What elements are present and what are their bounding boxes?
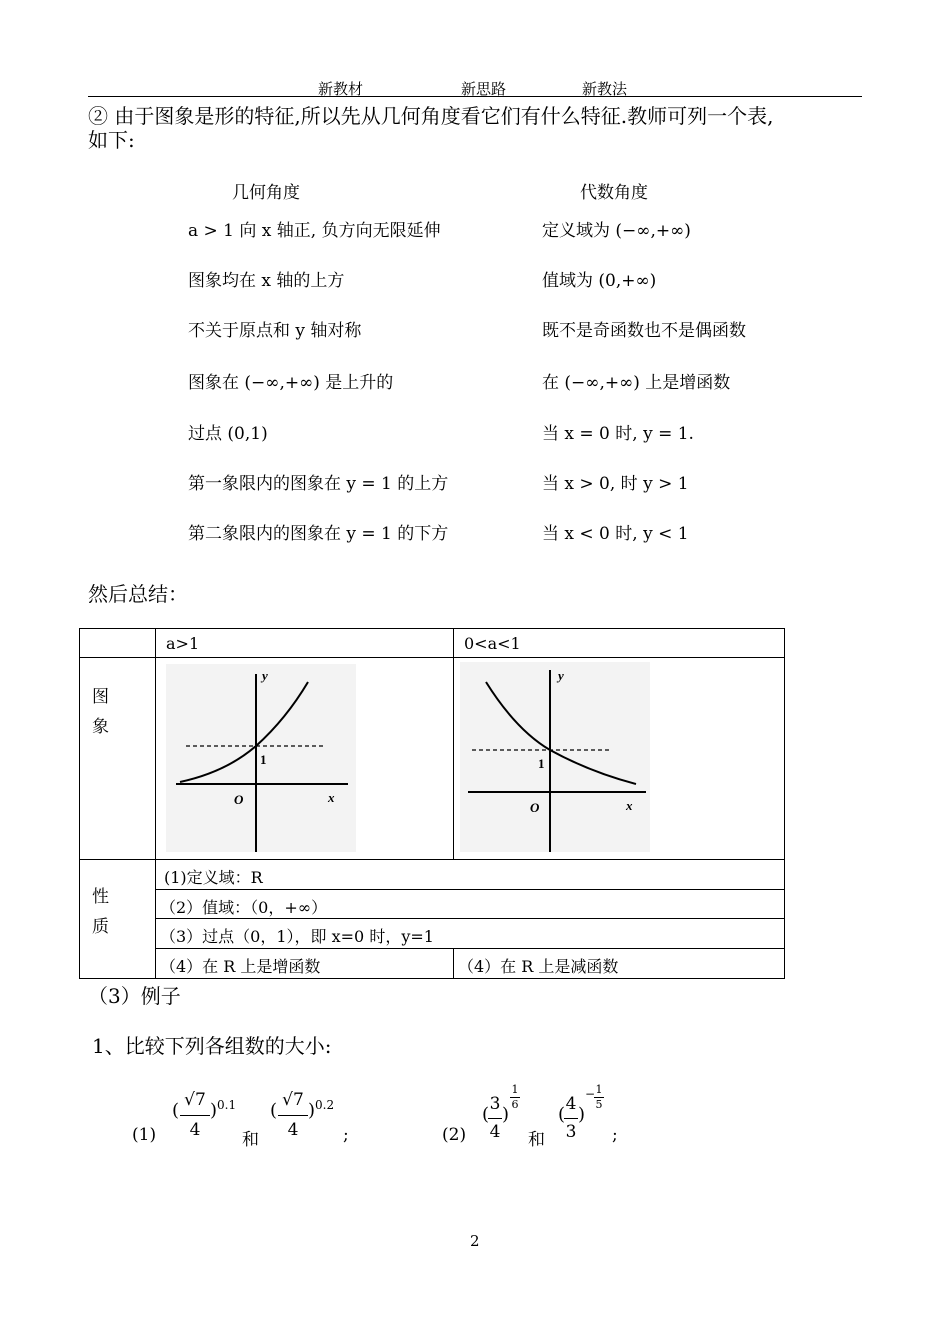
algebra-row-2: 值域为 (0,+∞)	[542, 271, 657, 291]
graph-row-label-cell	[79, 657, 156, 860]
geometry-row-6: 第一象限内的图象在 y = 1 的上方	[188, 474, 449, 494]
geometry-row-4: 图象在 (−∞,+∞) 是上升的	[188, 373, 394, 393]
p2-a-denominator: 4	[489, 1122, 501, 1142]
intro-line-2: 如下:	[88, 128, 135, 152]
geometry-row-2: 图象均在 x 轴的上方	[188, 271, 345, 291]
algebra-row-4: 在 (−∞,+∞) 上是增函数	[542, 373, 731, 393]
examples-heading: （3）例子	[88, 984, 181, 1008]
header-item-1: 新教材	[318, 80, 364, 98]
p2-a-fraction-bar	[488, 1118, 502, 1119]
p1-b-fraction-bar	[278, 1115, 308, 1116]
graph-decreasing	[460, 662, 660, 856]
p1-a-close-paren: )	[210, 1100, 218, 1121]
p1-a-fraction-bar	[180, 1115, 210, 1116]
prop-row-2	[155, 889, 785, 919]
x-label: x	[626, 798, 633, 813]
p1-b-numerator: √7	[282, 1090, 304, 1110]
prop-4-left-text: （4）在 R 上是增函数	[160, 957, 321, 976]
prop-2-text: （2）值域：（0，+∞）	[160, 898, 328, 917]
props-row-label-1: 性	[92, 887, 109, 907]
origin-label: O	[234, 792, 244, 807]
header-a-lt-1-text: 0<a<1	[464, 634, 521, 653]
graph-row-label-2: 象	[92, 717, 109, 737]
y-label: y	[262, 668, 268, 683]
prop-1-text: (1)定义域：R	[164, 868, 263, 887]
props-row-label-cell	[79, 859, 156, 979]
prop-3-text: （3）过点（0，1），即 x=0 时，y=1	[160, 927, 434, 946]
p1-semicolon: ;	[343, 1125, 349, 1145]
p2-b-numerator: 4	[565, 1094, 577, 1114]
table-header-a-lt-1	[453, 628, 785, 658]
x-label: x	[328, 790, 335, 805]
graph-cell-increasing	[155, 657, 454, 860]
p2-b-exp-numerator: 1	[595, 1083, 603, 1096]
y-label: y	[558, 668, 564, 683]
p1-b-denominator: 4	[287, 1120, 299, 1140]
prop-row-1	[155, 859, 785, 890]
p2-a-exp-numerator: 1	[511, 1083, 519, 1096]
header-item-2: 新思路	[461, 80, 507, 98]
page-number: 2	[470, 1232, 480, 1250]
geometry-row-7: 第二象限内的图象在 y = 1 的下方	[188, 524, 449, 544]
algebra-heading: 代数角度	[580, 183, 648, 203]
graph-increasing	[166, 664, 366, 854]
graph-decreasing-bg	[460, 662, 650, 852]
p2-b-fraction-bar	[564, 1118, 578, 1119]
props-row-label-2: 质	[92, 917, 109, 937]
algebra-row-5: 当 x = 0 时, y = 1.	[542, 424, 694, 444]
p2-and: 和	[528, 1130, 545, 1150]
p1-and: 和	[242, 1130, 259, 1150]
p2-b-close-paren: )	[578, 1104, 586, 1125]
table-corner-cell	[79, 628, 156, 658]
p2-a-open-paren: (	[482, 1104, 490, 1125]
p2-b-exp-denominator: 5	[595, 1098, 603, 1111]
prop-4-right-text: （4）在 R 上是减函数	[458, 957, 619, 976]
algebra-row-6: 当 x > 0, 时 y > 1	[542, 474, 689, 494]
p2-a-exp-denominator: 6	[511, 1098, 519, 1111]
graph-row-label-1: 图	[92, 687, 109, 707]
p2-b-exp-sign: −	[585, 1087, 596, 1101]
geometry-heading: 几何角度	[232, 183, 300, 203]
origin-label: O	[530, 800, 540, 815]
p1-a-numerator: √7	[184, 1090, 206, 1110]
prop-row-4-left	[155, 948, 454, 979]
p1-a-exponent: 0.1	[217, 1098, 237, 1112]
problem-2-label: (2)	[442, 1125, 467, 1145]
header-item-3: 新教法	[582, 80, 628, 98]
geometry-row-3: 不关于原点和 y 轴对称	[188, 321, 362, 341]
header-rule	[88, 96, 862, 97]
graph-cell-decreasing	[453, 657, 785, 860]
geometry-row-5: 过点 (0,1)	[188, 424, 268, 444]
one-label: 1	[260, 752, 267, 767]
p2-b-open-paren: (	[558, 1104, 566, 1125]
one-label: 1	[538, 756, 545, 771]
p2-semicolon: ;	[612, 1125, 618, 1145]
prop-row-4-right	[453, 948, 785, 979]
prop-row-3	[155, 918, 785, 949]
header-a-gt-1-text: a>1	[166, 634, 200, 653]
geometry-row-1: a > 1 向 x 轴正, 负方向无限延伸	[188, 221, 441, 241]
algebra-row-3: 既不是奇函数也不是偶函数	[542, 321, 746, 341]
p2-a-close-paren: )	[502, 1104, 510, 1125]
p1-a-denominator: 4	[189, 1120, 201, 1140]
summary-label: 然后总结：	[88, 582, 188, 606]
exercise-title: 1、比较下列各组数的大小:	[92, 1034, 332, 1058]
algebra-row-1: 定义域为 (−∞,+∞)	[542, 221, 691, 241]
problem-1-label: (1)	[132, 1125, 157, 1145]
p2-b-denominator: 3	[565, 1122, 577, 1142]
p2-a-numerator: 3	[489, 1094, 501, 1114]
algebra-row-7: 当 x < 0 时, y < 1	[542, 524, 689, 544]
p1-b-close-paren: )	[308, 1100, 316, 1121]
p1-b-open-paren: (	[270, 1100, 278, 1121]
intro-line-1: ② 由于图象是形的特征,所以先从几何角度看它们有什么特征.教师可列一个表,	[88, 104, 774, 128]
table-header-a-gt-1	[155, 628, 454, 658]
p1-b-exponent: 0.2	[315, 1098, 335, 1112]
p1-a-open-paren: (	[172, 1100, 180, 1121]
